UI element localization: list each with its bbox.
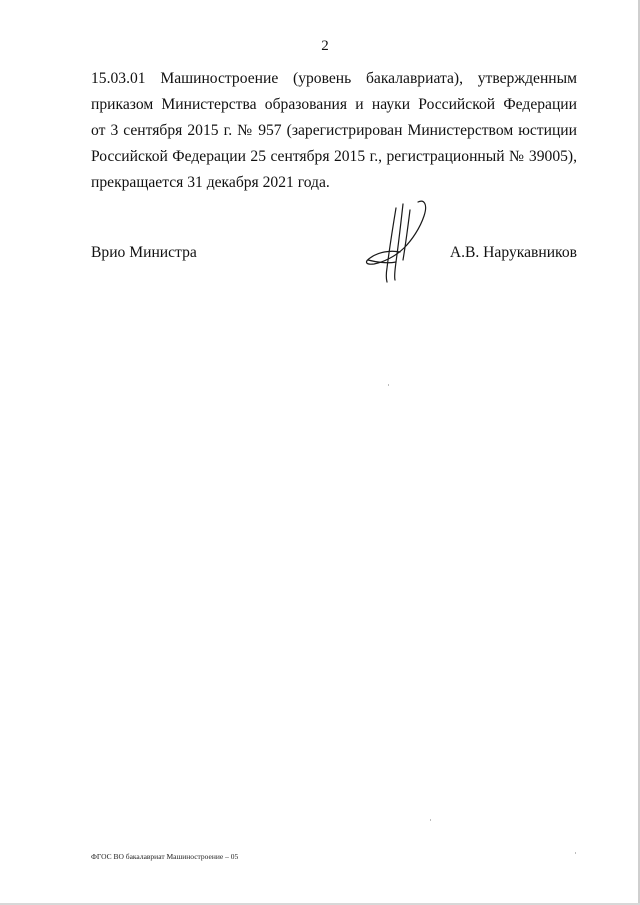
handwritten-signature [356,196,442,286]
page-number: 2 [321,38,329,54]
signature-block [91,240,577,266]
signatory-position: Врио Министра [91,244,197,261]
signatory-name: А.В. Нарукавников [449,244,577,261]
scan-speck [575,852,576,854]
text-fragment: бакалавриата), [365,70,463,87]
paragraph-line: от 3 сентября 2015 г. № 957 (зарегистрирован Министерством юстиции [91,122,577,139]
text-fragment: 15.03.01 [91,70,146,87]
text-fragment: утвержденным [477,70,577,87]
scan-speck [388,384,389,386]
paragraph-line: прекращается 31 декабря 2021 года. [91,174,330,191]
paragraph-line: приказом Министерства образования и науки Российской Федерации [91,96,577,113]
text-fragment: (уровень [293,70,352,87]
paragraph-line: Российской Федерации 25 сентября 2015 г., регистрационный № 39005), [91,148,577,165]
paragraph-line [91,66,577,92]
footer-note: ФГОС ВО бакалавриат Машиностроение – 05 [91,852,239,861]
body-paragraph [91,66,577,196]
text-fragment: Машиностроение [160,70,279,87]
scan-speck [430,819,431,821]
